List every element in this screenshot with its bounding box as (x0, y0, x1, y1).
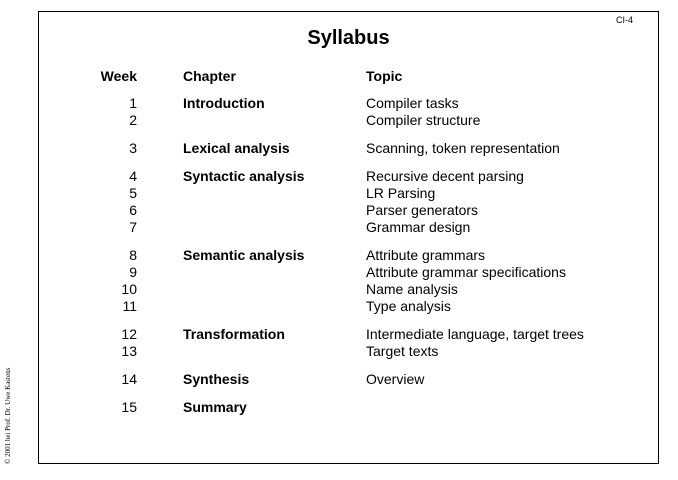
table-row (0, 298, 678, 315)
topic-name: Name analysis (366, 281, 458, 297)
week-number: 14 (121, 371, 137, 387)
week-number: 7 (129, 219, 137, 235)
table-row (0, 281, 678, 298)
topic-name: Target texts (366, 343, 439, 359)
page-id: CI-4 (615, 15, 633, 25)
topic-name: LR Parsing (366, 185, 436, 201)
chapter-group-synthesis (0, 371, 678, 388)
table-row (0, 140, 678, 157)
chapter-group-transformation (0, 326, 678, 360)
chapter-name: Summary (183, 399, 247, 415)
week-number: 11 (122, 298, 137, 314)
week-number: 13 (121, 343, 137, 359)
week-number: 5 (129, 185, 137, 201)
week-number: 12 (121, 326, 137, 342)
table-row (0, 202, 678, 219)
chapter-group-summary (0, 399, 678, 416)
header-week: Week (100, 68, 137, 84)
table-row (0, 168, 678, 185)
week-number: 3 (129, 140, 137, 156)
table-row (0, 95, 678, 112)
table-row (0, 343, 678, 360)
week-number: 8 (129, 247, 137, 263)
week-number: 4 (129, 168, 137, 184)
topic-name: Recursive decent parsing (366, 168, 524, 184)
chapter-group-syntactic-analysis (0, 168, 678, 236)
header-chapter: Chapter (183, 68, 236, 84)
week-number: 1 (129, 95, 137, 111)
chapter-name: Introduction (183, 95, 265, 111)
chapter-name: Syntactic analysis (183, 168, 305, 184)
table-row (0, 264, 678, 281)
topic-name: Type analysis (366, 298, 451, 314)
table-header (0, 67, 678, 85)
chapter-group-introduction (0, 95, 678, 129)
header-topic: Topic (366, 68, 403, 84)
week-number: 10 (121, 281, 137, 297)
table-row (0, 399, 678, 416)
page-title: Syllabus (307, 27, 390, 49)
week-number: 15 (121, 399, 137, 415)
copyright-text: © 2001 bei Prof. Dr. Uwe Kastens (4, 367, 12, 464)
chapter-name: Transformation (183, 326, 285, 342)
chapter-name: Lexical analysis (183, 140, 290, 156)
topic-name: Attribute grammars (366, 247, 486, 263)
table-row (0, 185, 678, 202)
topic-name: Compiler structure (366, 112, 481, 128)
chapter-name: Semantic analysis (183, 247, 305, 263)
topic-name: Overview (366, 371, 425, 387)
week-number: 2 (129, 112, 137, 128)
week-number: 9 (129, 264, 137, 280)
table-row (0, 247, 678, 264)
topic-name: Scanning, token representation (366, 140, 560, 156)
table-row (0, 326, 678, 343)
chapter-name: Synthesis (183, 371, 250, 387)
topic-name: Intermediate language, target trees (366, 326, 584, 342)
topic-name: Compiler tasks (366, 95, 459, 111)
table-row (0, 219, 678, 236)
table-row (0, 371, 678, 388)
topic-name: Attribute grammar specifications (366, 264, 566, 280)
topic-name: Grammar design (366, 219, 471, 235)
week-number: 6 (129, 202, 137, 218)
topic-name: Parser generators (366, 202, 479, 218)
table-row (0, 112, 678, 129)
chapter-group-semantic-analysis (0, 247, 678, 315)
chapter-group-lexical-analysis (0, 140, 678, 157)
